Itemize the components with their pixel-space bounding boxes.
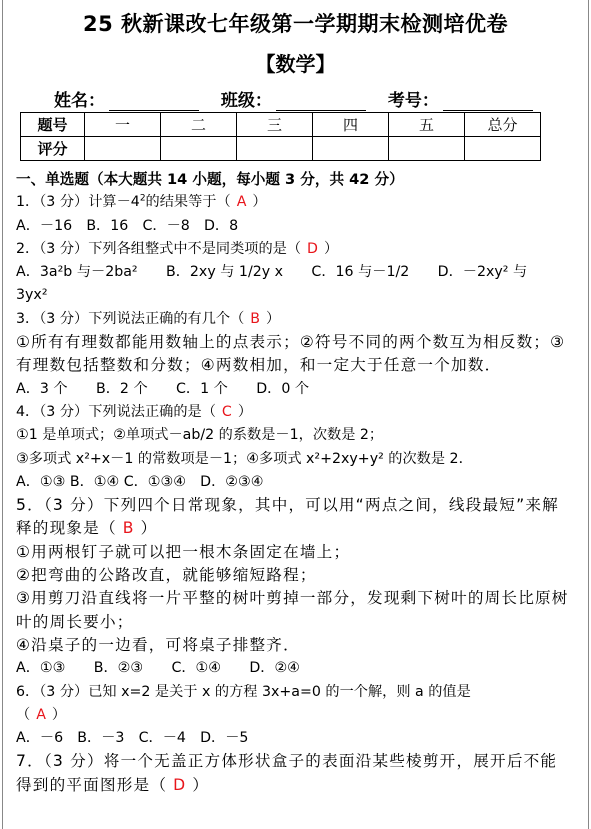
id-label: 考号： — [387, 91, 439, 111]
score-header-cell: 总分 — [465, 113, 541, 137]
question-2-options-cont: 3yx² — [16, 287, 48, 304]
score-cell[interactable] — [389, 137, 465, 161]
score-header-cell: 一 — [85, 113, 161, 137]
question-3-statements: ①所有有理数都能用数轴上的点表示；②符号不同的两个数互为相反数；③有理数包括整数和分数；④两数相加，和一定大于任意一个加数． — [16, 333, 566, 375]
question-1-stem: 1．（3 分）计算$-4^2$的结果等于（ A ） — [16, 193, 267, 211]
question-4-statements-1: ①1 是单项式；②单项式－ab/2 的系数是－1，次数是 2； — [16, 427, 384, 444]
section-heading: 一、单选题（本大题共 14 小题，每小题 3 分，共 42 分） — [16, 171, 404, 188]
score-cell[interactable] — [85, 137, 161, 161]
answer-mark: A — [36, 706, 46, 723]
question-7-stem: 7．（3 分）将一个无盖正方体形状盒子的表面沿某些棱剪开，展开后不能得到的平面图形是（ D ） — [16, 752, 558, 794]
answer-mark: A — [236, 194, 247, 211]
question-5-item-3: ③用剪刀沿直线将一片平整的树叶剪掉一部分，发现剩下树叶的周长比原树叶的周长要小； — [16, 589, 569, 631]
question-5-item-1: ①用两根钉子就可以把一根木条固定在墙上； — [16, 542, 351, 561]
question-5-item-4: ④沿桌子的一边看，可将桌子排整齐． — [16, 635, 300, 654]
class-field[interactable] — [276, 92, 366, 111]
score-table — [20, 112, 541, 161]
question-2-stem: 2．（3 分）下列各组整式中不是同类项的是（ D ） — [16, 240, 339, 257]
question-5-item-2: ②把弯曲的公路改直，就能够缩短路程； — [16, 566, 317, 585]
score-cell[interactable] — [465, 137, 541, 161]
question-4-stem: 4．（3 分）下列说法正确的是（ C ） — [16, 403, 253, 420]
student-info — [54, 86, 549, 111]
score-cell[interactable] — [161, 137, 237, 161]
question-5-stem: 5．（3 分）下列四个日常现象，其中，可以用“两点之间，线段最短”来解释的现象是（ B ） — [16, 496, 559, 538]
question-5-options: A．①③ B．②③ C．①④ D．②④ — [16, 660, 300, 677]
question-4-options: A．①③ B．①④ C．①③④ D．②③④ — [16, 473, 264, 490]
name-field[interactable] — [109, 92, 199, 111]
question-4-statements-2: ③多项式 x²+x－1 的常数项是－1；④多项式 x²+2xy+y² 的次数是 2． — [16, 450, 473, 467]
score-header-cell: 题号 — [21, 113, 85, 137]
score-header-cell: 三 — [237, 113, 313, 137]
question-3-stem: 3．（3 分）下列说法正确的有几个（ B ） — [16, 310, 281, 327]
class-label: 班级： — [220, 91, 272, 111]
score-cell[interactable] — [313, 137, 389, 161]
score-header-cell: 二 — [161, 113, 237, 137]
question-6-answer-line: （ A ） — [16, 706, 67, 723]
score-table-score-row — [21, 137, 541, 161]
answer-mark: C — [221, 403, 232, 420]
question-6-stem: 6．（3 分）已知 x=2 是关于 x 的方程 3x+a=0 的一个解，则 a 的值是 — [16, 683, 471, 700]
score-header-cell: 五 — [389, 113, 465, 137]
question-content — [16, 168, 571, 797]
question-6-options: A．－6 B．－3 C．－4 D．－5 — [16, 730, 249, 747]
id-field[interactable] — [443, 92, 533, 111]
name-label: 姓名： — [54, 91, 105, 111]
score-table-header-row — [21, 113, 541, 137]
answer-mark: D — [307, 240, 318, 257]
answer-mark: B — [122, 519, 135, 538]
exam-title: 25 秋新课改七年级第一学期期末检测培优卷 — [82, 12, 509, 36]
question-2-options: A．3a²b 与－2ba² B．2xy 与 1/2y x C．16 与－1/2 D．－2xy² 与 — [16, 264, 528, 281]
score-cell[interactable] — [237, 137, 313, 161]
subject-title: 【数学】 — [255, 52, 336, 76]
answer-mark: D — [173, 775, 187, 794]
answer-mark: B — [250, 310, 261, 327]
question-1-options: A．－16 B．16 C．－8 D．8 — [16, 217, 239, 234]
question-3-options: A．3 个 B．2 个 C．1 个 D．0 个 — [16, 380, 310, 397]
score-row-label: 评分 — [21, 137, 85, 161]
score-header-cell: 四 — [313, 113, 389, 137]
